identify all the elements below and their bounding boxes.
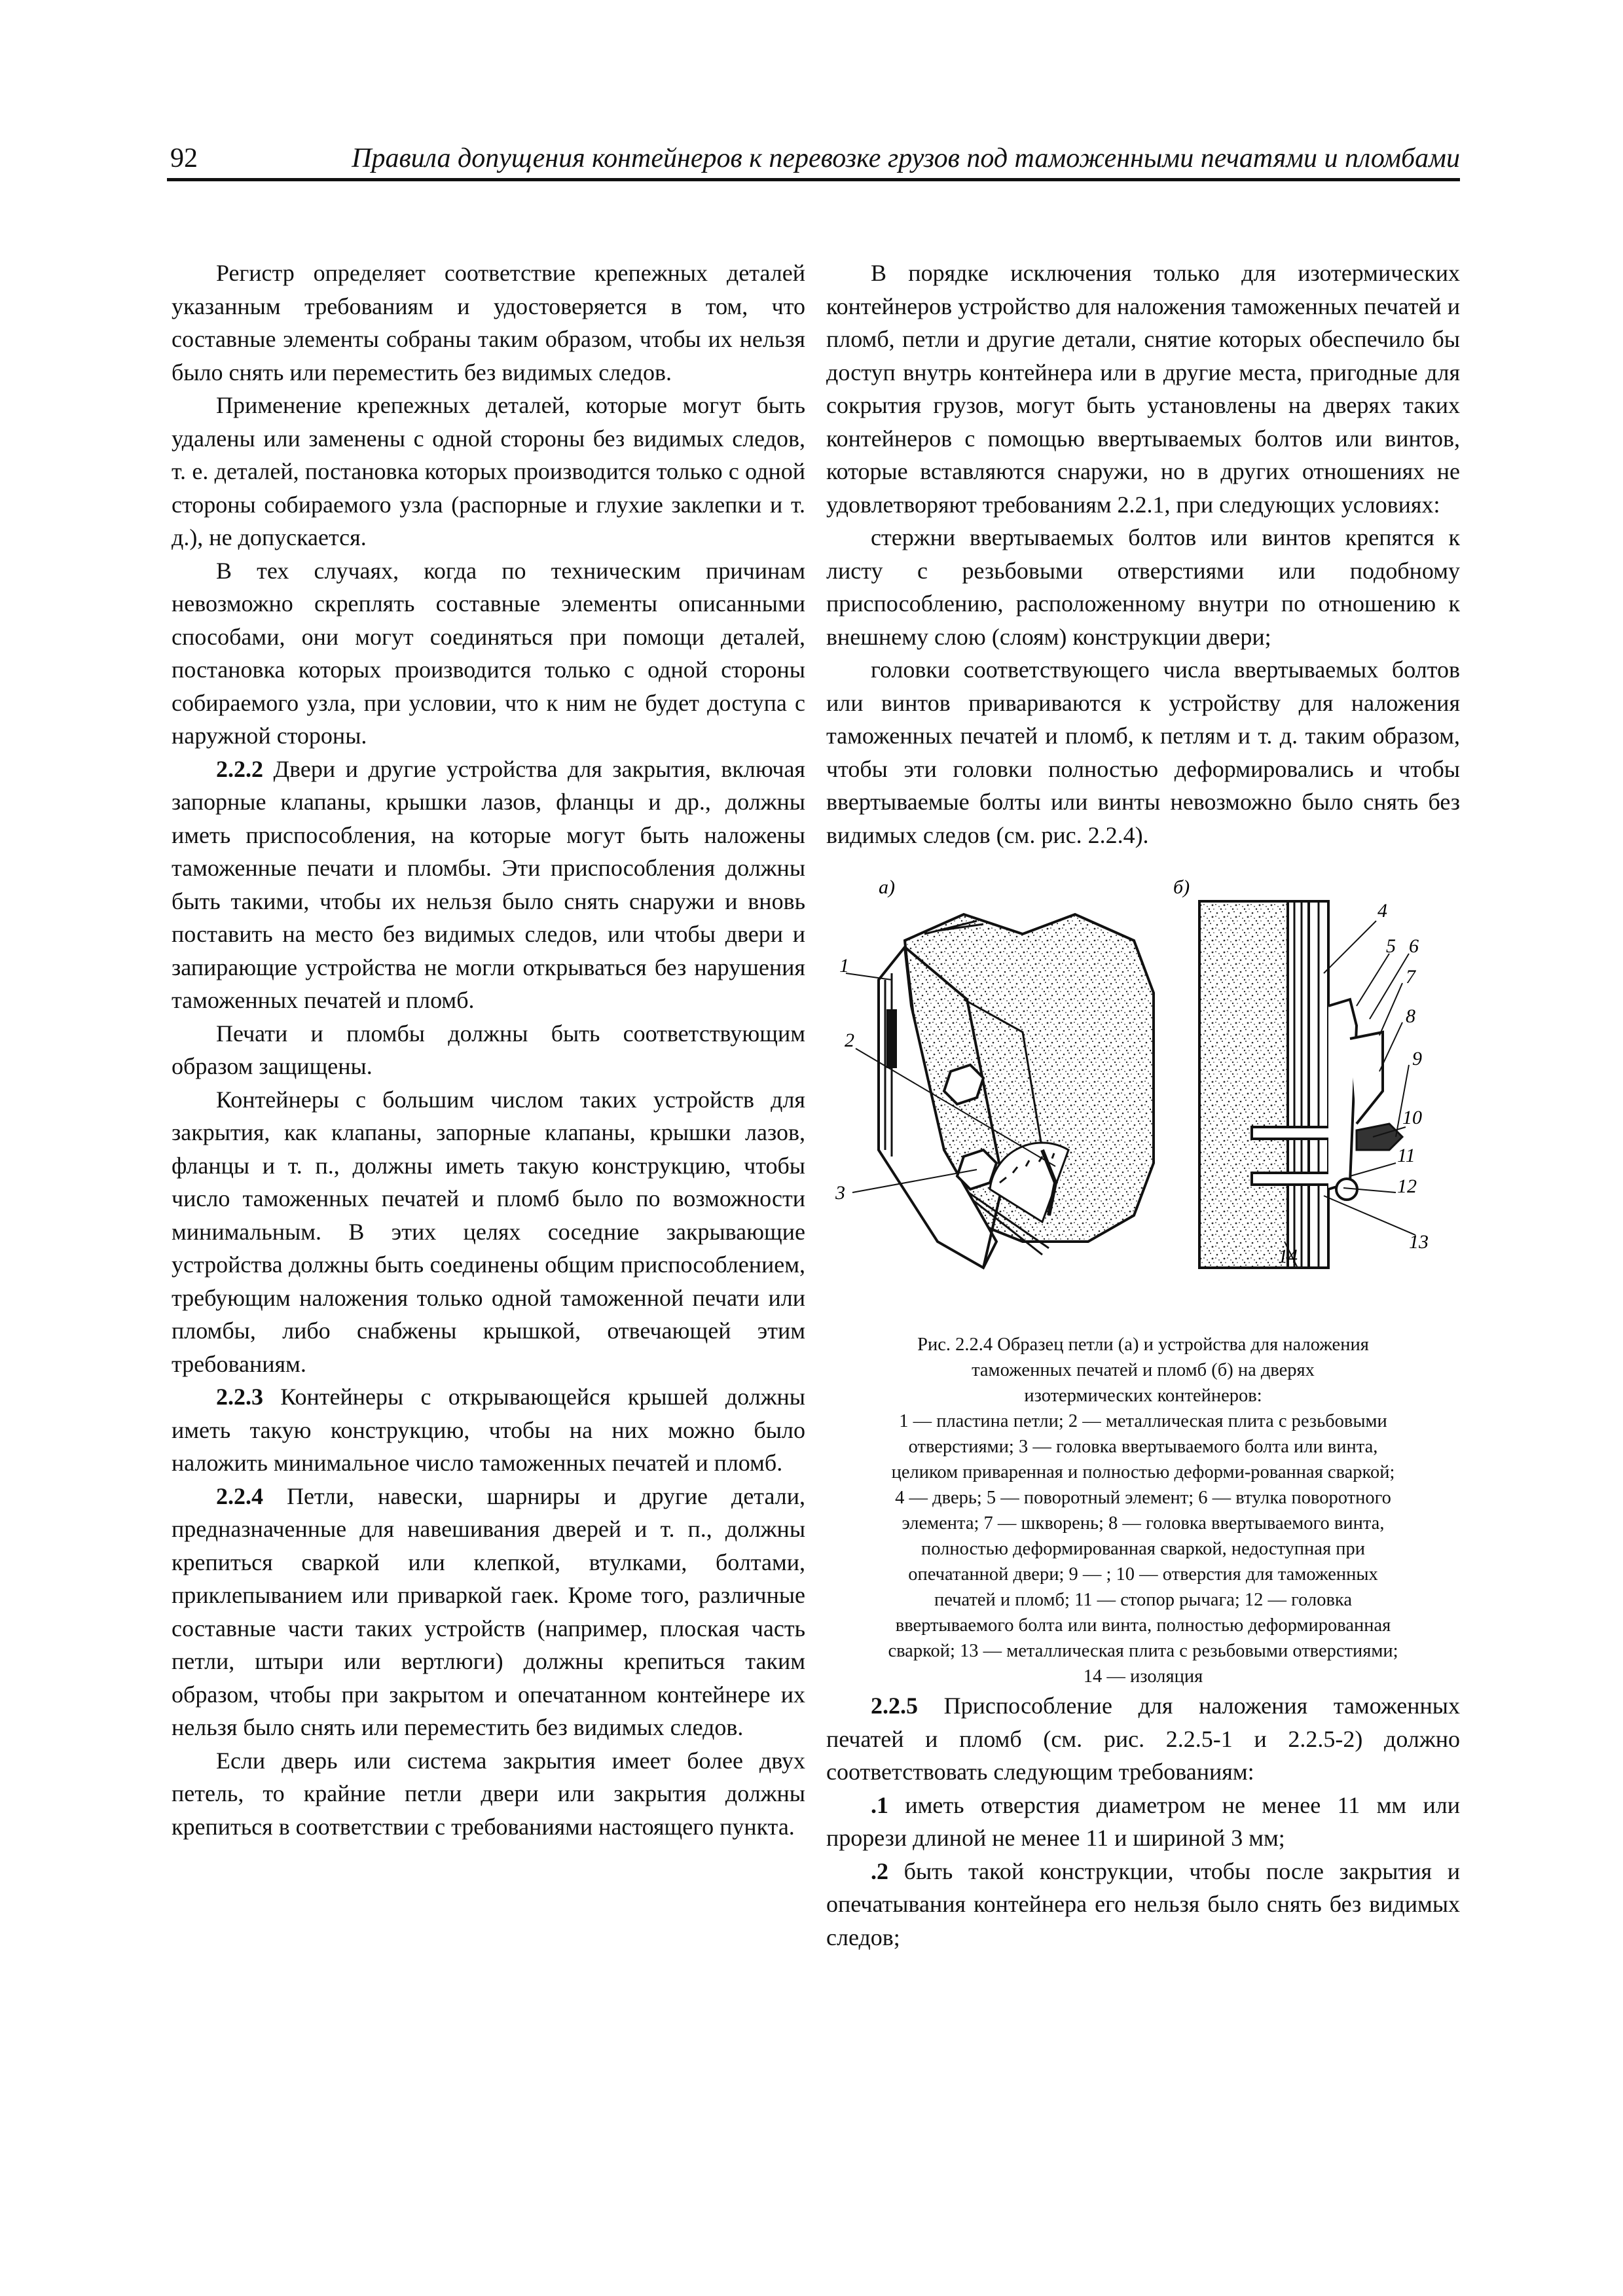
caption-line: сваркой; 13 — металлическая плита с резьбовыми отверстиями;: [888, 1641, 1398, 1661]
page-header: [167, 140, 1460, 181]
paragraph-text: Двери и другие устройства для закрытия, включая запорные клапаны, крышки лазов, фланцы и др., должны иметь приспособления, на которые могут быть наложены таможенные печати и пломбы. Эти приспособления должны быть такими, чтобы их нельзя было снять снаружи и вновь поставить на место без видимых следов, или чтобы двери и запирающие устройства не могли открываться без нарушения таможенных печатей и пломб.: [172, 755, 805, 1013]
paragraph: [172, 1480, 805, 1744]
caption-line: ввертываемого болта или винта, полностью деформированная: [895, 1615, 1391, 1636]
left-column: [172, 257, 805, 1843]
caption-line: полностью деформированная сваркой, недоступная при: [921, 1539, 1365, 1559]
paragraph: В порядке исключения только для изотермических контейнеров устройство для наложения таможенных печатей и пломб, петли и другие детали, снятие которых обеспечило бы доступ внутрь контейнера или в другие места, пригодные для сокрытия грузов, могут быть установлены на дверях таких контейнеров с помощью ввертываемых болтов или винтов, которые вставляются снаружи, но в других отношениях не удовлетворяют требованиям 2.2.1, при следующих условиях:: [826, 260, 1460, 518]
figure-2-2-4: [826, 875, 1460, 1320]
paragraph: [826, 1789, 1460, 1855]
paragraph: В тех случаях, когда по техническим причинам невозможно скреплять составные элементы описанными способами, они могут соединяться при помощи деталей, постановка которых производится только с одной стороны собираемого узла, при условии, что к ним не будет доступа с наружной стороны.: [172, 557, 805, 749]
caption-line: таможенных печатей и пломб (б) на дверях: [972, 1360, 1315, 1380]
item-number: .2: [871, 1857, 888, 1884]
caption-line: изотермических контейнеров:: [1024, 1386, 1262, 1406]
running-title: Правила допущения контейнеров к перевозке грузов под таможенными печатями и пломбами: [352, 143, 1460, 173]
paragraph: Печати и пломбы должны быть соответствующим образом защищены.: [172, 1020, 805, 1079]
paragraph-text: Контейнеры с открывающейся крышей должны иметь такую конструкцию, чтобы на них можно было наложить минимальное число таможенных печатей и пломб.: [172, 1384, 805, 1476]
label-a: а): [879, 876, 895, 898]
caption-line: целиком приваренная и полностью деформи-рованная сваркой;: [891, 1462, 1395, 1482]
paragraph: Применение крепежных деталей, которые могут быть удалены или заменены с одной стороны без видимых следов, т. е. деталей, постановка которых производится только с одной стороны собираемого узла (распорные и глухие заклепки и т. д.), не допускается.: [172, 392, 805, 550]
caption-line: элемента; 7 — шкворень; 8 — головка ввертываемого винта,: [902, 1513, 1385, 1534]
item-number: .1: [871, 1791, 888, 1818]
section-number: 2.2.4: [216, 1482, 263, 1509]
caption-line: Рис. 2.2.4 Образец петли (а) и устройства для наложения: [917, 1335, 1369, 1355]
figure-caption: [826, 1332, 1460, 1689]
paragraph: головки соответствующего числа ввертываемых болтов или винтов привариваются к устройству для наложения таможенных печатей и пломб, к петлям и т. д. таким образом, чтобы эти головки полностью деформировались и чтобы ввертываемые болты или винты невозможно было снять без видимых следов (см. рис. 2.2.4).: [826, 656, 1460, 848]
caption-line: 14 — изоляция: [1083, 1666, 1203, 1687]
caption-line: 4 — дверь; 5 — поворотный элемент; 6 — втулка поворотного: [895, 1488, 1391, 1508]
paragraph: Если дверь или система закрытия имеет более двух петель, то крайние петли двери или закрытия должны крепиться в соответствии с требованиями настоящего пункта.: [172, 1747, 805, 1840]
caption-line: 1 — пластина петли; 2 — металлическая плита с резьбовыми: [899, 1411, 1387, 1431]
callout-3: 3: [835, 1182, 845, 1204]
callout-7: 7: [1406, 966, 1415, 988]
page-number: 92: [170, 143, 198, 173]
paragraph: [172, 1380, 805, 1480]
paragraph: [172, 753, 805, 1017]
callout-5: 5: [1386, 935, 1396, 957]
paragraph: стержни ввертываемых болтов или винтов крепятся к листу с резьбовыми отверстиями или подобному приспособлению, расположенному внутри по отношению к внешнему слою (слоям) конструкции двери;: [826, 524, 1460, 650]
callout-2: 2: [845, 1030, 854, 1051]
callout-8: 8: [1406, 1005, 1415, 1027]
caption-line: опечатанной двери; 9 — ; 10 — отверстия для таможенных: [908, 1564, 1378, 1585]
callout-1: 1: [839, 955, 849, 977]
paragraph-text: быть такой конструкции, чтобы после закрытия и опечатывания контейнера его нельзя было снять без видимых следов;: [826, 1857, 1460, 1950]
caption-line: печатей и пломб; 11 — стопор рычага; 12 — головка: [934, 1590, 1352, 1610]
callout-9: 9: [1412, 1048, 1422, 1069]
paragraph-text: Приспособление для наложения таможенных печатей и пломб (см. рис. 2.2.5-1 и 2.2.5-2) должно соответствовать следующим требованиям:: [826, 1693, 1460, 1785]
technical-drawing: [826, 875, 1460, 1320]
callout-4: 4: [1377, 900, 1387, 922]
callout-12: 12: [1397, 1175, 1417, 1197]
callout-13: 13: [1409, 1231, 1429, 1253]
paragraph: Регистр определяет соответствие крепежных деталей указанным требованиям и удостоверяется в том, что составные элементы собраны таким образом, чтобы их нельзя было снять или переместить без видимых следов.: [172, 260, 805, 386]
callout-6: 6: [1409, 935, 1419, 957]
drawing-a: [835, 914, 1154, 1268]
callout-10: 10: [1402, 1107, 1422, 1128]
caption-line: отверстиями; 3 — головка ввертываемого болта или винта,: [908, 1437, 1378, 1457]
paragraph: Контейнеры с большим числом таких устройств для закрытия, как клапаны, запорные клапаны, крышки лазов, фланцы и т. п., должны иметь такую конструкцию, чтобы число таможенных печатей и пломб было по возможности минимальным. В этих целях соседние закрывающие устройства должны быть соединены общим приспособлением, требующим наложения только одной таможенной печати или пломбы, либо снабжены крышкой, отвечающей этим требованиям.: [172, 1086, 805, 1377]
paragraph-text: Петли, навески, шарниры и другие детали, предназначенные для навешивания дверей и т. п., должны крепиться сваркой или клепкой, втулками, болтами, приклепыванием или приваркой гаек. Кроме того, различные составные части таких устройств (например, плоская часть петли, штыри или вертлюги) должны крепиться таким образом, чтобы при закрытом и опечатанном контейнере их нельзя было снять или переместить без видимых следов.: [172, 1482, 805, 1740]
paragraph: [826, 1689, 1460, 1789]
section-number: 2.2.3: [216, 1384, 263, 1410]
paragraph-text: иметь отверстия диаметром не менее 11 мм или прорези длиной не менее 11 и шириной 3 мм;: [826, 1791, 1460, 1851]
section-number: 2.2.5: [871, 1693, 918, 1719]
drawing-b: [1199, 900, 1429, 1268]
callout-11: 11: [1397, 1145, 1415, 1166]
label-b: б): [1173, 876, 1190, 898]
callout-14: 14: [1278, 1246, 1298, 1267]
paragraph: [826, 1855, 1460, 1954]
section-number: 2.2.2: [216, 755, 263, 782]
right-column: [826, 257, 1460, 1954]
